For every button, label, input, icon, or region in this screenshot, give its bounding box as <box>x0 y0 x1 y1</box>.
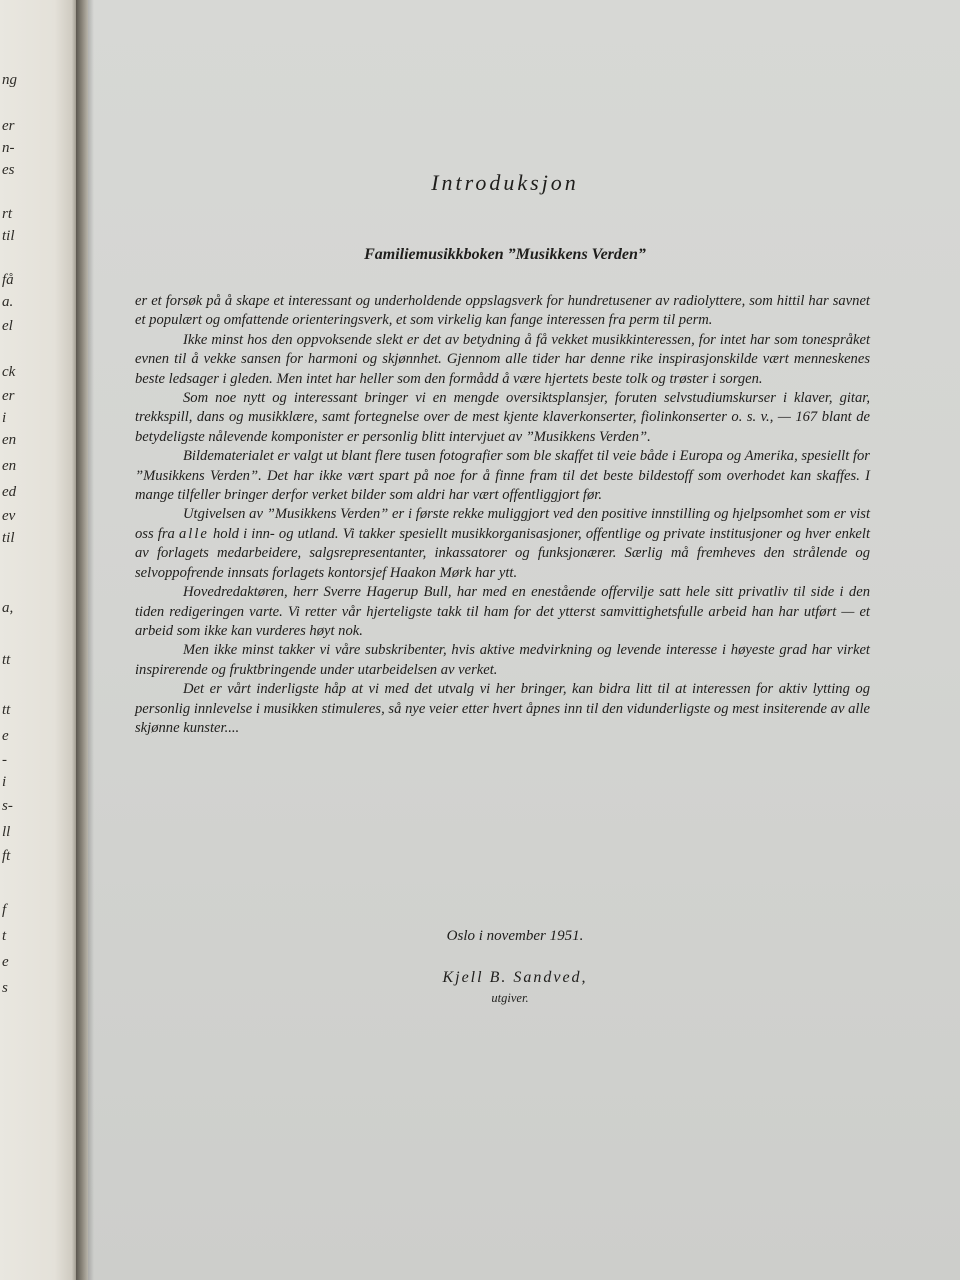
facing-page-fragment: i <box>2 774 7 790</box>
facing-page-fragment: ng <box>2 72 17 88</box>
facing-page-fragment: er <box>2 118 15 134</box>
facing-page-fragment: tt <box>2 702 11 718</box>
facing-page-fragment: få <box>2 272 14 288</box>
signature-block <box>135 928 875 1006</box>
page-shadow <box>88 0 94 1280</box>
emphasis-text: alle <box>178 525 209 542</box>
facing-page-fragment: a. <box>2 294 14 310</box>
facing-page-fragment: i <box>2 410 7 426</box>
facing-page-fragment: ev <box>2 508 16 524</box>
facing-page <box>0 0 78 1280</box>
signer-name: Kjell B. Sandved, <box>442 969 588 986</box>
facing-page-fragment: e <box>2 954 9 970</box>
paragraph-text: Utgivelsen av ”Musikkens Verden” er i første rekke muliggjort ved den positive innstilling og hjelpsomhet som er vist oss fra <box>135 506 870 542</box>
date-line: Oslo i november 1951. <box>446 928 584 944</box>
facing-page-fragment: ll <box>2 824 11 840</box>
facing-page-fragment: ck <box>2 364 16 380</box>
paragraph: Hovedredaktøren, herr Sverre Hagerup Bull, har med en enestående offervilje satt hele sitt privatliv til side i den tiden redigeringen varte. Vi retter vår hjerteligste takk til ham for det ytterst samvittighetsfulle arbeid han har utført — et arbeid som ikke kan vurderes høyt nok. <box>135 584 870 639</box>
facing-page-fragment: t <box>2 928 7 944</box>
facing-page-fragment: ed <box>2 484 17 500</box>
facing-page-fragment: a, <box>2 600 14 616</box>
book-page <box>88 0 960 1280</box>
page-title: Introduksjon <box>431 170 579 195</box>
paragraph: Ikke minst hos den oppvoksende slekt er det av betydning å få vekket musikkinteressen, for intet har som tonespråket evnen til å vekke sansen for harmoni og skjønnhet. Gjennom alle tider har denne rike inspirasjonskilde vært menneskenes beste ledsager i gleden. Men intet har heller som den formådd å være hjertets beste tolk og trøster i sorgen. <box>135 331 870 387</box>
facing-page-fragment: s <box>2 980 8 996</box>
facing-page-fragment: e <box>2 728 9 744</box>
paragraph: Bildematerialet er valgt ut blant flere tusen fotografier som ble skaffet til veie både i Europa og Amerika, spesiellt for ”Musikkens Verden”. Det har ikke vært spart på noe for å finne fram til det beste bildestoff som overhodet kan skaffes. I mange tilfeller bringer derfor verket bilder som aldri har vært offentliggjort før. <box>135 448 870 504</box>
facing-page-fragment: ft <box>2 848 11 864</box>
facing-page-fragment: en <box>2 458 17 474</box>
paragraph <box>135 505 870 583</box>
page-subtitle: Familiemusikkboken ”Musikkens Verden” <box>364 246 646 263</box>
facing-page-fragment: til <box>2 530 15 546</box>
introduction-body <box>135 292 870 738</box>
paragraph: Men ikke minst takker vi våre subskribenter, hvis aktive medvirkning og levende interesse i høyeste grad har virket inspirerende og fruktbringende under utarbeidelsen av verket. <box>135 642 870 678</box>
facing-page-fragment: n- <box>2 140 15 156</box>
facing-page-fragment: es <box>2 162 15 178</box>
facing-page-fragment: en <box>2 432 17 448</box>
paragraph: er et forsøk på å skape et interessant og underholdende oppslagsverk for hundretusener av radiolyttere, som hittil har savnet et populært og omfattende orienteringsverk, et som virkelig kan fange interessen fra perm til perm. <box>135 293 870 329</box>
facing-page-fragment: f <box>2 902 7 918</box>
paragraph-text: hold i inn- og utland. Vi takker spesiellt musikkorganisasjoner, offentlige og private institusjoner og hver enkelt av forlagets medarbeidere, salgsrepresentanter, inkassatorer og funksjonærer. Særlig må fremheves den strålende og selvoppofrende innsats forlagets kontorsjef Haakon Mørk har ytt. <box>135 525 871 581</box>
signer-role: utgiver. <box>491 991 529 1005</box>
paragraph: Det er vårt inderligste håp at vi med det utvalg vi her bringer, kan bidra litt til at interessen for aktiv lytting og personlig innlevelse i musikken stimuleres, så nye veier etter hvert åpnes inn til den vidunderligste og mest insiterende av alle skjønne kunster.... <box>135 681 870 736</box>
facing-page-fragment: s- <box>2 798 13 814</box>
facing-page-fragment: er <box>2 388 15 404</box>
facing-page-fragment: tt <box>2 652 11 668</box>
paragraph: Som noe nytt og interessant bringer vi en mengde oversiktsplansjer, foruten selvstudiumskurser i klaver, gitar, trekkspill, dans og musikklære, samt fortegnelse over de mest kjente klaverkonserter, fiolinkonserter o. s. v., — 167 blant de betydeligste nålevende komponister er personlig blitt intervjuet av ”Musikkens Verden”. <box>135 390 870 445</box>
facing-page-fragment: rt <box>2 206 13 222</box>
facing-page-fragment: - <box>2 752 7 768</box>
facing-page-fragment: el <box>2 318 13 334</box>
facing-page-fragment: til <box>2 228 15 244</box>
